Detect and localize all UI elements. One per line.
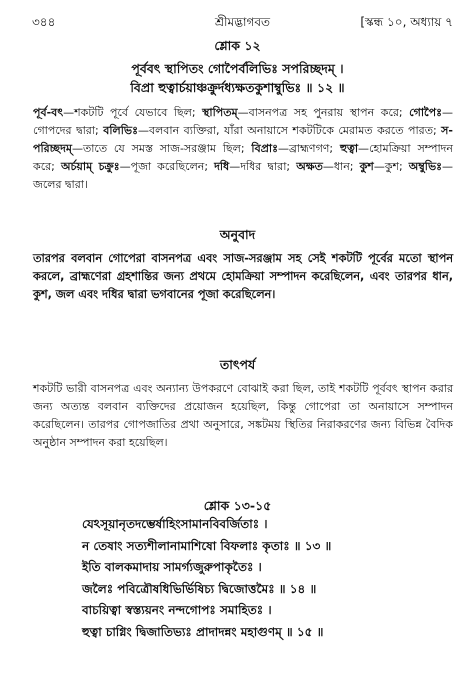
synonym-word: স্থাপিতম্ — [202, 106, 238, 119]
synonym-meaning: —তাতে যে সমস্ত সাজ-সরঞ্জাম ছিল; — [71, 142, 252, 155]
translation-title: অনুবাদ — [219, 227, 256, 242]
synonym-meaning: —পূজা করেছিলেন; — [119, 160, 215, 173]
synonym-word: গোপৈঃ — [409, 106, 442, 119]
synonym-word: কুশ — [359, 160, 374, 173]
verse-12-line-2: বিপ্রা হুত্বার্চয়াঞ্চক্রুর্দধ্যক্ষতকুশাম্বুভিঃ ॥ ১২ ॥ — [130, 80, 345, 95]
synonym-word: দধি — [214, 160, 230, 173]
verse-13-line-2: ন তেষাং সত্যশীলানামাশিষো বিফলাঃ কৃতাঃ ॥ ১৩ ॥ — [82, 538, 332, 553]
verse-13-15-label: শ্লোক ১৩-১৫ — [203, 498, 272, 513]
synonym-meaning: —কুশ; — [373, 160, 409, 173]
verse-14-line-1: ইতি বালকমাদায় সামর্গ্যজুরুপাকৃতৈঃ । — [82, 560, 262, 574]
page-header — [32, 14, 453, 30]
synonym-word: বিপ্রাঃ — [251, 142, 278, 155]
verse-15-line-1: বাচয়িত্বা স্বস্ত্যয়নং নন্দগোপঃ সমাহিতঃ । — [82, 603, 272, 617]
synonym-meaning: —ধান; — [322, 160, 360, 173]
purport-paragraph: শকটটি ভারী বাসনপত্র এবং অন্যান্য উপকরণে বোঝাই করা ছিল, তাই শকটটি পূর্ববৎ স্থাপন করার জন্য অত্যন্ত বলবান ব্যক্তিদের প্রয়োজন হয়েছিল, কিন্তু গোপেরা তা অনায়াসে সম্পাদন করেছিলেন। তারপর গোপজাতির প্রথা অনুসারে, সঙ্কটময় স্থিতির নিরাকরণের জন্য বিভিন্ন বৈদিক অনুষ্ঠান সম্পাদন করা হয়েছিল। — [33, 382, 453, 449]
synonym-word: স-পরিচ্ছদম্ — [33, 124, 453, 155]
synonyms-paragraph — [33, 104, 453, 194]
chapter-reference: [স্কন্ধ ১০, অধ্যায় ৭ — [360, 15, 453, 29]
page-number: ৩৪৪ — [32, 15, 56, 29]
synonym-word: অক্ষত — [296, 160, 323, 173]
synonym-word: হুত্বা — [340, 142, 359, 155]
verse-14-line-2: জলৈঃ পবিত্রৌষধিভির্ভিষিচ্য দ্বিজোত্তমৈঃ ॥ ১৪ ॥ — [82, 581, 317, 596]
synonym-word: পূর্ব-বৎ — [33, 106, 64, 119]
purport-title: তাৎপর্য — [219, 357, 256, 372]
verse-12-label: শ্লোক ১২ — [214, 38, 261, 53]
verse-12-block — [0, 38, 475, 97]
book-title: শ্রীমদ্ভাগবত — [214, 15, 271, 29]
verse-15-line-2: হুত্বা চাগ্নিং দ্বিজাতিভ্যঃ প্রাদাদন্নং মহাগুণম্ ॥ ১৫ ॥ — [82, 624, 324, 639]
verse-13-15-block — [82, 514, 435, 643]
synonym-meaning: —গোপদের দ্বারা; — [33, 106, 453, 137]
synonym-meaning: —ব্রাহ্মণগণ; — [277, 142, 340, 155]
translation-paragraph: তারপর বলবান গোপেরা বাসনপত্র এবং সাজ-সরঞ্জাম সহ সেই শকটটি পূর্বের মতো স্থাপন করলে, ব্রাহ্মণেরা গ্রহশান্তির জন্য প্রথমে হোমক্রিয়া সম্পাদন করেছিলেন, এবং তারপর ধান, কুশ, জল এবং দধির দ্বারা ভগবানের পূজা করেছিলেন। — [33, 252, 453, 301]
synonym-meaning: —শকটটি পূর্বে যেভাবে ছিল; — [63, 106, 203, 119]
verse-12-line-1: পূর্ববৎ স্থাপিতং গোপৈর্বলিভিঃ সপরিচ্ছদম্ । — [131, 61, 344, 76]
synonym-word: অর্চয়াম্ চক্রুঃ — [60, 160, 120, 173]
synonym-meaning: —দধির দ্বারা; — [229, 160, 297, 173]
synonym-word: অম্বুভিঃ — [408, 160, 443, 173]
synonym-word: বলিভিঃ — [103, 124, 138, 137]
verse-13-line-1: যেঽসূয়ানৃতদম্ভের্ষাহিংসামানবিবর্জিতাঃ । — [82, 517, 268, 531]
synonym-meaning: —জলের দ্বারা। — [33, 160, 454, 191]
synonym-meaning: —বাসনপত্র সহ পুনরায় স্থাপন করে; — [237, 106, 410, 119]
synonym-meaning: —হোমক্রিয়া সম্পাদন করে; — [33, 142, 453, 173]
synonym-meaning: —বলবান ব্যক্তিরা, যাঁরা অনায়াসে শকটটিকে মেরামত করতে পারত; — [137, 124, 442, 137]
